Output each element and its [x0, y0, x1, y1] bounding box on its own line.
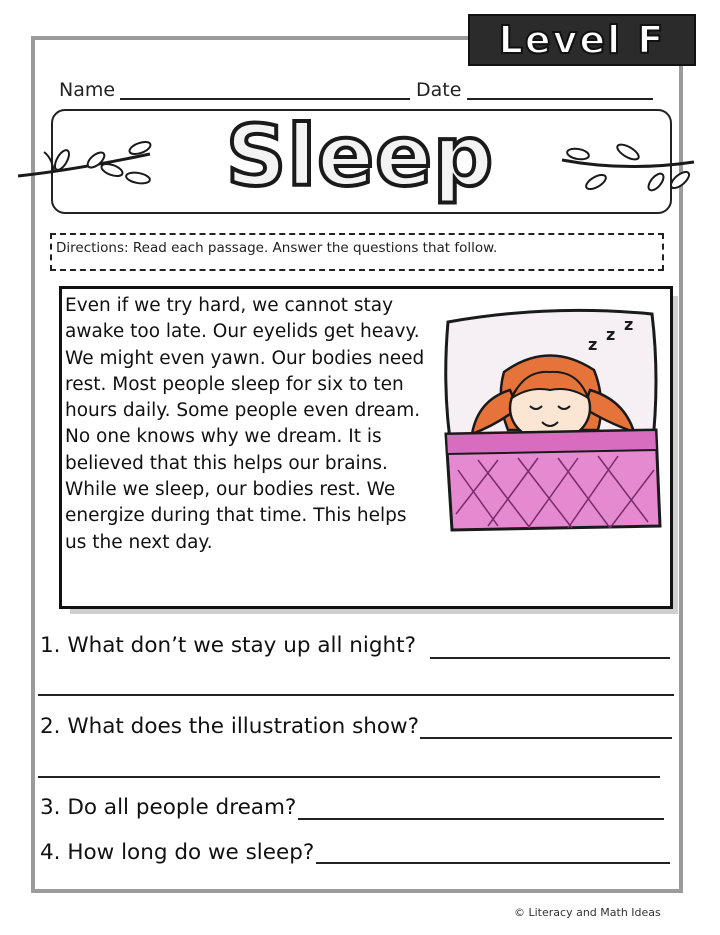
answer-line-1b[interactable]: [38, 694, 674, 696]
level-badge: [468, 14, 696, 66]
passage-line: rest. Most people sleep for six to ten: [65, 373, 404, 395]
passage-line: energize during that time. This helps: [65, 505, 407, 527]
passage-line: While we sleep, our bodies rest. We: [65, 479, 396, 501]
sleep-z-1: z: [588, 335, 598, 354]
passage-line: No one knows why we dream. It is: [65, 426, 382, 448]
answer-line-1a[interactable]: [430, 657, 670, 659]
sleep-z-2: z: [606, 325, 616, 344]
question-4: 4. How long do we sleep?: [40, 840, 315, 865]
level-label: Level F: [498, 18, 666, 62]
answer-line-2b[interactable]: [38, 776, 660, 778]
sleep-z-3: z: [624, 315, 634, 334]
question-3: 3. Do all people dream?: [40, 795, 297, 820]
directions-text: Directions: Read each passage. Answer the questions that follow.: [56, 240, 498, 256]
right-branch-icon: [556, 142, 698, 198]
answer-line-2a[interactable]: [420, 737, 672, 739]
copyright-footer: © Literacy and Math Ideas: [514, 906, 661, 919]
reading-passage: [65, 293, 445, 556]
passage-line: us the next day.: [65, 531, 213, 553]
answer-line-3[interactable]: [298, 818, 664, 820]
name-line[interactable]: [120, 98, 410, 100]
page-title: Sleep: [225, 107, 495, 205]
passage-line: hours daily. Some people even dream.: [65, 400, 421, 422]
answer-line-4[interactable]: [316, 862, 670, 864]
sleeping-girl-illustration: [438, 300, 668, 534]
passage-line: awake too late. Our eyelids get heavy.: [65, 321, 420, 343]
passage-line: believed that this helps our brains.: [65, 452, 388, 474]
passage-line: Even if we try hard, we cannot stay: [65, 295, 394, 316]
date-label: Date: [416, 79, 462, 101]
date-line[interactable]: [467, 98, 653, 100]
question-2: 2. What does the illustration show?: [40, 714, 420, 739]
passage-line: We might even yawn. Our bodies need: [65, 347, 425, 369]
name-label: Name: [59, 79, 116, 101]
question-1: 1. What don’t we stay up all night?: [40, 633, 416, 658]
left-branch-icon: [14, 136, 156, 196]
